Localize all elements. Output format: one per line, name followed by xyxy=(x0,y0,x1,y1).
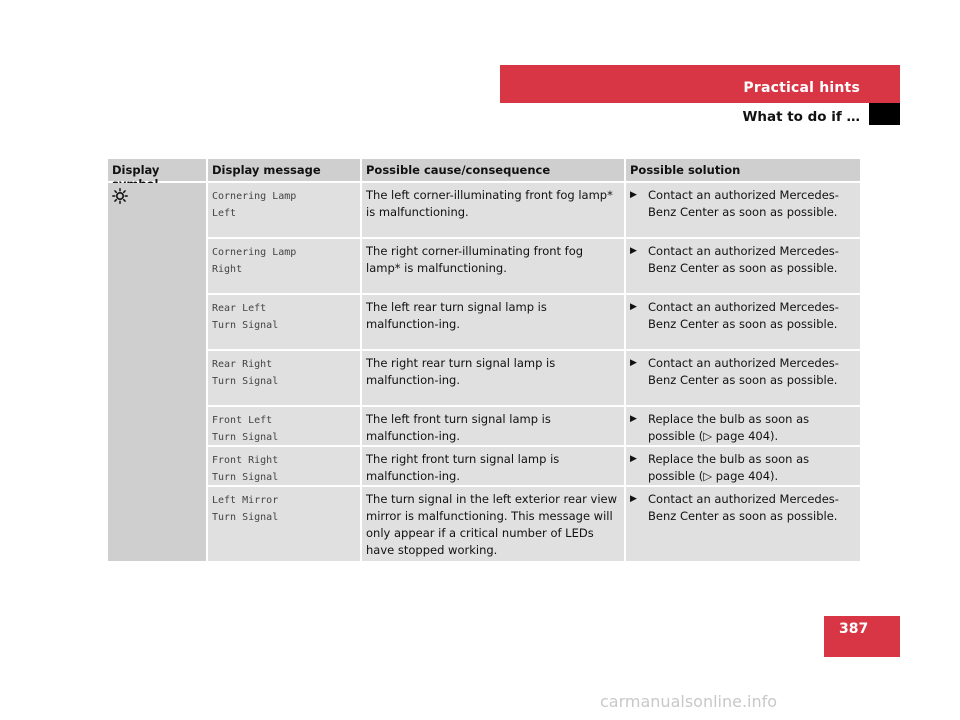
display-message-line: Cornering Lamp xyxy=(212,191,297,202)
possible-solution-cell xyxy=(626,487,860,561)
display-message-line: Left Mirror xyxy=(212,495,279,506)
table-row xyxy=(208,487,860,561)
column-header-display-symbol: Display xyxy=(108,159,208,181)
display-message-line: Right xyxy=(212,264,243,275)
display-message-line: Turn Signal xyxy=(212,472,279,483)
solution-text: Replace the bulb as soon as possible (▷ page 404). xyxy=(648,452,810,483)
column-header-possible-cause: Possible cause/consequence xyxy=(362,159,626,181)
possible-solution-cell xyxy=(626,351,860,405)
bullet-arrow-icon: ▶ xyxy=(630,454,637,464)
display-message-line: Front Left xyxy=(212,415,273,426)
possible-solution-cell xyxy=(626,239,860,293)
display-message-line: Turn Signal xyxy=(212,512,279,523)
column-header-display-message: Display message xyxy=(208,159,362,181)
display-message-cell xyxy=(208,239,362,293)
display-message-cell xyxy=(208,487,362,561)
page-number: 387 xyxy=(839,621,869,637)
message-rows xyxy=(208,183,860,561)
display-message-line: Cornering Lamp xyxy=(212,247,297,258)
table-row xyxy=(208,239,860,295)
possible-solution-cell xyxy=(626,183,860,237)
display-message-cell xyxy=(208,407,362,445)
solution-text: Contact an authorized Mercedes-Benz Center as soon as possible. xyxy=(648,300,839,331)
display-message-line: Left xyxy=(212,208,237,219)
possible-cause-cell: The left rear turn signal lamp is malfunction-ing. xyxy=(362,295,626,349)
possible-cause-cell: The right front turn signal lamp is malfunction-ing. xyxy=(362,447,626,485)
display-message-cell xyxy=(208,447,362,485)
possible-solution-cell xyxy=(626,447,860,485)
display-message-line: Turn Signal xyxy=(212,432,279,443)
display-message-cell xyxy=(208,351,362,405)
header-bar xyxy=(500,65,900,103)
display-message-line: Turn Signal xyxy=(212,376,279,387)
table-row xyxy=(208,295,860,351)
possible-solution-cell xyxy=(626,295,860,349)
solution-text: Contact an authorized Mercedes-Benz Center as soon as possible. xyxy=(648,188,839,219)
display-message-line: Front Right xyxy=(212,455,279,466)
header-marker xyxy=(869,103,900,125)
possible-solution-cell xyxy=(626,407,860,445)
solution-text: Contact an authorized Mercedes-Benz Center as soon as possible. xyxy=(648,492,839,523)
possible-cause-cell: The left front turn signal lamp is malfunction-ing. xyxy=(362,407,626,445)
bullet-arrow-icon: ▶ xyxy=(630,190,637,200)
possible-cause-cell: The right corner-illuminating front fog lamp* is malfunctioning. xyxy=(362,239,626,293)
table-body xyxy=(108,181,860,561)
bullet-arrow-icon: ▶ xyxy=(630,358,637,368)
bullet-arrow-icon: ▶ xyxy=(630,494,637,504)
table-header-row xyxy=(108,159,860,181)
display-message-line: Rear Left xyxy=(212,303,267,314)
display-message-line: Turn Signal xyxy=(212,320,279,331)
bullet-arrow-icon: ▶ xyxy=(630,414,637,424)
bullet-arrow-icon: ▶ xyxy=(630,246,637,256)
possible-cause-cell: The left corner-illuminating front fog lamp* is malfunctioning. xyxy=(362,183,626,237)
solution-text: Replace the bulb as soon as possible (▷ page 404). xyxy=(648,412,810,443)
display-messages-table xyxy=(108,159,860,561)
section-title: Practical hints xyxy=(743,80,860,96)
table-row xyxy=(208,351,860,407)
bullet-arrow-icon: ▶ xyxy=(630,302,637,312)
table-row xyxy=(208,183,860,239)
watermark-text: carmanualsonline.info xyxy=(600,692,778,711)
table-row xyxy=(208,447,860,487)
display-message-line: Rear Right xyxy=(212,359,273,370)
solution-text: Contact an authorized Mercedes-Benz Center as soon as possible. xyxy=(648,356,839,387)
possible-cause-cell: The right rear turn signal lamp is malfunction-ing. xyxy=(362,351,626,405)
possible-cause-cell: The turn signal in the left exterior rear view mirror is malfunctioning. This message will only appear if a critical number of LEDs have stopped working. xyxy=(362,487,626,561)
display-message-cell xyxy=(208,183,362,237)
section-subtitle: What to do if … xyxy=(742,109,860,125)
light-bulb-icon xyxy=(112,188,128,204)
column-header-possible-solution: Possible solution xyxy=(630,163,741,177)
solution-text: Contact an authorized Mercedes-Benz Center as soon as possible. xyxy=(648,244,839,275)
table-row xyxy=(208,407,860,447)
page-number-box xyxy=(824,616,900,657)
display-symbol-cell xyxy=(108,183,208,561)
display-message-cell xyxy=(208,295,362,349)
